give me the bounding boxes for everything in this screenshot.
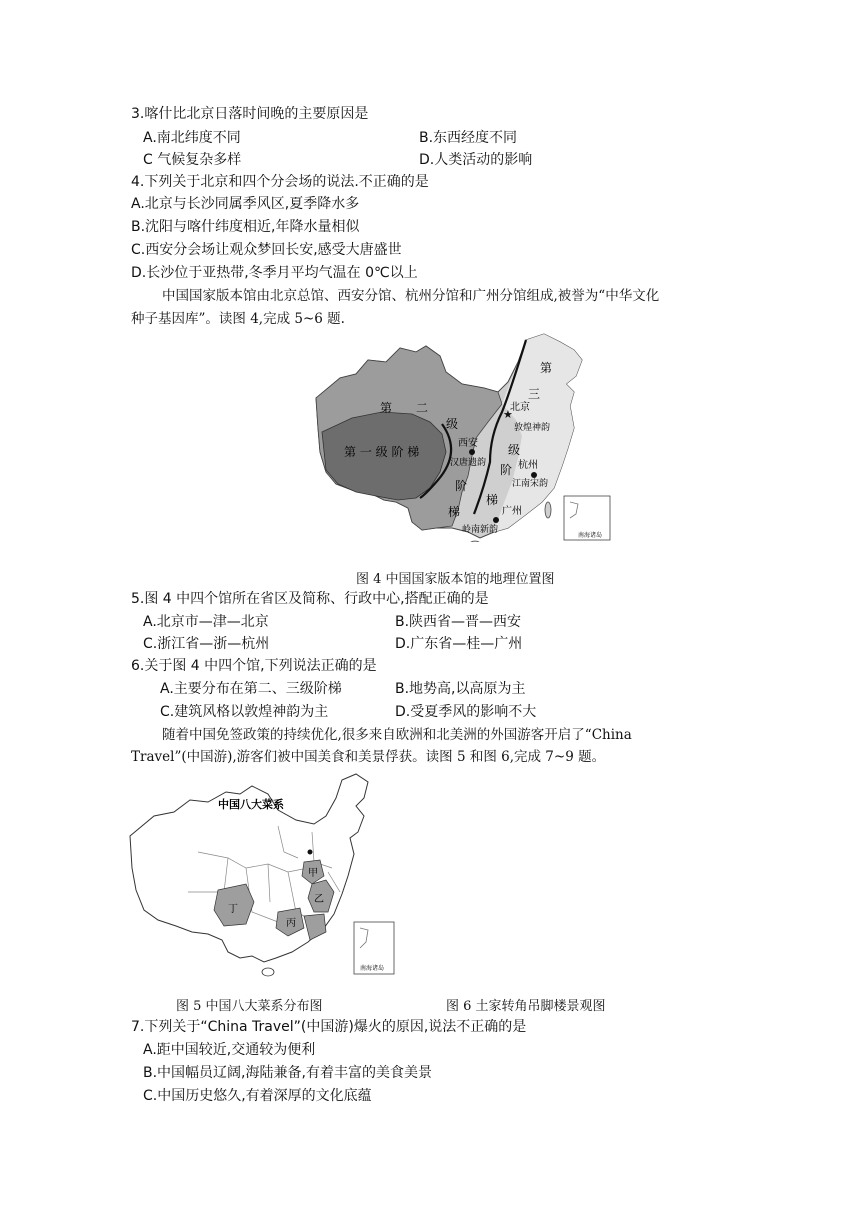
inset-label-2: 南海诸岛 [360,965,385,972]
figure5-caption: 图 5 中国八大菜系分布图 [176,999,323,1014]
label-dunhuang: 敦煌神韵 [514,423,551,433]
beijing-dot [308,850,313,855]
q3-option-c: C 气候复杂多样 [143,152,242,168]
figure6-caption: 图 6 土家转角吊脚楼景观图 [446,999,606,1014]
label-lingnan: 岭南新韵 [462,525,499,535]
q7-option-a: A.距中国较近,交通较为便利 [143,1042,316,1058]
q7-stem: 7.下列关于“China Travel”(中国游)爆火的原因,说法不正确的是 [131,1019,527,1035]
label-jiangnan: 江南宋韵 [512,479,549,489]
passage2-line2: 种子基因库”。读图 4,完成 5~6 题. [131,311,345,327]
label-ji-2: 级 [446,417,459,431]
label-jie-3: 阶 [500,463,513,477]
label-jia: 甲 [308,868,318,879]
label-hantang: 汉唐遗韵 [450,458,487,468]
hainan-island-2 [262,968,274,976]
q4-option-b: B.沈阳与喀什纬度相近,年降水量相似 [131,219,360,235]
q6-option-d: D.受夏季风的影响不大 [395,704,537,720]
label-er: 二 [416,401,429,415]
label-beijing: 北京 [510,402,530,413]
q7-option-b: B.中国幅员辽阔,海陆兼备,有着丰富的美食美景 [143,1065,432,1081]
q4-option-a: A.北京与长沙同属季风区,夏季降水多 [131,196,360,212]
fig5-title: 中国八大菜系 [218,798,284,811]
label-ti-2: 梯 [448,505,461,519]
label-bing: 丙 [286,918,296,929]
q5-option-b: B.陕西省—晋—西安 [395,614,522,630]
label-ti-3: 梯 [486,493,499,507]
passage3-line2: Travel”(中国游),游客们被中国美食和美景俘获。读图 5 和图 6,完成 7~9 题。 [131,749,606,765]
label-di-3: 第 [540,361,553,375]
hainan-island [469,541,481,542]
q3-stem: 3.喀什比北京日落时间晚的主要原因是 [131,106,369,122]
q4-option-c: C.西安分会场让观众梦回长安,感受大唐盛世 [131,242,402,258]
passage3-line1: 随着中国免签政策的持续优化,很多来自欧洲和北美洲的外国游客开启了“China [162,727,632,743]
label-ji-3: 级 [508,443,521,457]
q6-stem: 6.关于图 4 中四个馆,下列说法正确的是 [131,658,377,674]
label-yi: 乙 [314,894,324,905]
label-first-step: 第 一 级 阶 梯 [344,445,420,459]
beijing-star-icon: ★ [503,408,513,421]
label-ding: 丁 [228,904,238,915]
hangzhou-dot [531,472,537,478]
label-xian: 西安 [458,438,478,449]
passage2-line1: 中国国家版本馆由北京总馆、西安分馆、杭州分馆和广州分馆组成,被誉为“中华文化 [162,288,660,304]
inset-label: 南海诸岛 [578,532,603,539]
label-di-2: 第 [380,401,393,415]
label-jie-2: 阶 [455,479,468,493]
label-hangzhou: 杭州 [518,460,538,471]
q5-option-c: C.浙江省—浙—杭州 [143,636,270,652]
guangzhou-dot [493,517,499,523]
q5-option-a: A.北京市—津—北京 [143,614,269,630]
taiwan-island [545,502,551,518]
xian-dot [469,449,475,455]
label-guangzhou: 广州 [502,506,522,517]
label-san: 三 [528,387,541,401]
figure4-caption: 图 4 中国国家版本馆的地理位置图 [356,572,555,587]
q5-option-d: D.广东省—桂—广州 [395,636,523,652]
q4-option-d: D.长沙位于亚热带,冬季月平均气温在 0℃以上 [131,265,418,281]
q7-option-c: C.中国历史悠久,有着深厚的文化底蕴 [143,1088,372,1104]
q3-option-a: A.南北纬度不同 [143,130,241,146]
q6-option-b: B.地势高,以高原为主 [395,681,526,697]
q6-option-a: A.主要分布在第二、三级阶梯 [160,681,342,697]
q6-option-c: C.建筑风格以敦煌神韵为主 [160,704,329,720]
q3-option-d: D.人类活动的影响 [419,152,533,168]
q3-option-b: B.东西经度不同 [419,130,518,146]
figure5-cuisine-map [128,772,398,986]
q4-stem: 4.下列关于北京和四个分会场的说法.不正确的是 [131,174,429,190]
figure4-terrain-map [312,332,616,542]
q5-stem: 5.图 4 中四个馆所在省区及简称、行政中心,搭配正确的是 [131,591,489,607]
